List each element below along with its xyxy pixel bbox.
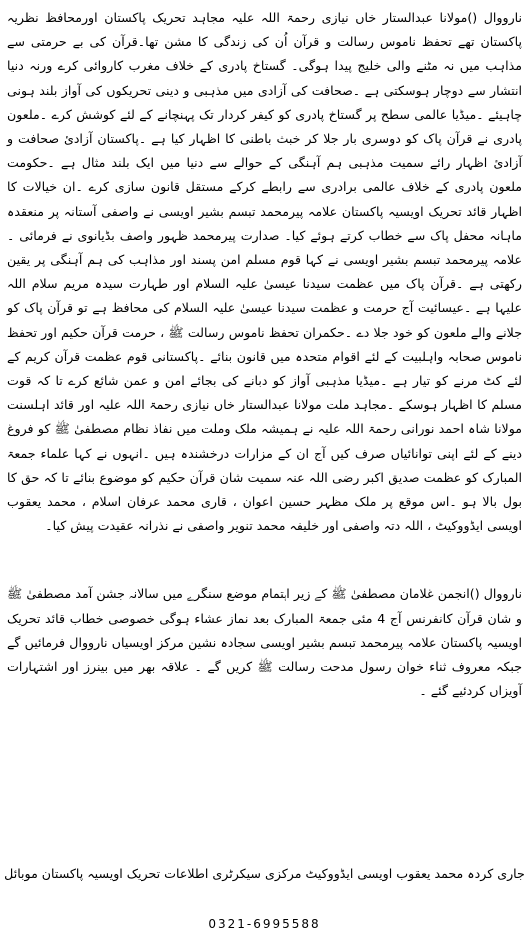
article-2 (7, 582, 522, 703)
footer-issued-by: جاری کردہ محمد یعقوب اویسی ایڈووکیٹ مرکزی سیکرٹری اطلاعات تحریک اویسیہ پاکستان موبائل (4, 866, 525, 881)
article-2-dateline: نارووال ( (474, 586, 522, 602)
paragraph-gap (7, 538, 522, 582)
article-1-dateline: نارووال ( (472, 10, 522, 25)
article-2-byline: )انجمن غلامان مصطفیٰ ﷺ کے زیر اہتمام موضع سنگرے میں سالانہ جشن (96, 586, 475, 602)
article-1-byline: )مولانا عبدالستار خاں نیازی رحمۃ اللہ علیہ مجاہد تحریک پاکستان (104, 10, 473, 25)
article-1 (7, 6, 522, 538)
footer-mobile-number: 0321-6995588 (208, 917, 321, 931)
article-1-body: اورمحافظ نظریہ پاکستان تھے تحفظ ناموس رسالت و قرآن اُن کی زندگی کا مشن تھا۔قرآن کی بے حرمتی سے مذاہب میں نہ مٹنے والی خلیج پیدا ہوگی۔ گستاخ پادری کے خلاف مغرب کاروائی کرے ورنہ دنیا انتشار سے دوچار ہوسکتی ہے ۔صحافت کی آزادی میں مذہبی و دینی تحریکوں کی آواز بلند ہونی چاہیئے ۔میڈیا عالمی سطح پر گستاخ پادری کو کیفر کردار تک پہنچانے کے لئے کوشش کرے ۔ملعون پادری نے قرآن پاک کو دوسری بار جلا کر خبث باطنی کا اظہار کیا ہے ۔پاکستان آزادئ صحافت و آزادئ اظہار رائے سمیت مذہبی ہم آہنگی کے حوالے سے دنیا میں ایک بلند مثال ہے ۔حکومت ملعون پادری کے خلاف عالمی برادری سے رابطے کرکے مستقل قانون سازی کرے ۔ان خیالات کا اظہار قائد تحریک اویسیہ پاکستان علامہ پیرمحمد تبسم بشیر اویسی نے واصفی آستانہ پر منعقدہ ماہانہ محفل پاک سے خطاب کرتے ہوئے کیا۔ صدارت پیرمحمد ظہور واصف بڈیانوی نے فرمائی ۔علامہ پیرمحمد تبسم بشیر اویسی نے کہا قوم مسلم امن پسند اور مذاہب کی ہم آہنگی پر یقین رکھتی ہے ۔قرآن پاک میں عظمت سیدنا عیسیٰ علیہ السلام اور طہارت سیدہ مریم سلام اللہ علیہا ہے ۔عیسائیت آج حرمت و عظمت سیدنا عیسیٰ علیہ السلام کی محافظ ہے تو قرآن پاک کو جلانے والے ملعون کو خود جلا دے ۔حکمران تحفظ ناموس رسالت ﷺ ، حرمت قرآن حکیم اور تحفظ ناموس صحابہ واہلبیت کے لئے اقوام متحدہ میں قانون بنائے ۔پاکستانی قوم عظمت قرآن کریم کے لئے کٹ مرنے کو تیار ہے ۔میڈیا مذہبی آواز کو دبانے کی بجائے امن و عمن شائع کرے تا کہ قوت مسلم کا اظہار ہوسکے ۔مجاہد ملت مولانا عبدالستار خاں نیازی رحمۃ اللہ علیہ اور قائد اہلسنت مولانا شاہ احمد نورانی رحمۃ اللہ علیہ نے ہمیشہ ملک وملت میں نفاذ نظام مصطفیٰ ﷺ کو فروغ دینے کے لئے اپنی توانائیاں صرف کیں آج ان کے مزارات درخشندہ ہیں ۔انہوں نے کہا علماء جمعۃ المبارک کو عظمت صدیق اکبر رضی اللہ عنہ سمیت شان قرآن حکیم کو موضوع بنائے تا کہ حق کا بول بالا ہو ۔اس موقع پر ملک مظہر حسین اعوان ، قاری محمد عرفان اسلام ، محمد یعقوب اویسی ایڈووکیٹ ، اللہ دتہ واصفی اور خلیفہ محمد تنویر واصفی نے نذرانہ عقیدت پیش کیا۔ (7, 10, 522, 534)
article-2-body: آمد مصطفیٰ ﷺ و شان قرآن کانفرنس آج 4 مئی جمعۃ المبارک بعد نماز عشاء ہوگی خصوصی خطاب قائد تحریک اویسیہ پاکستان علامہ پیرمحمد تبسم بشیر اویسی سجادہ نشین مرکز اویسیاں نارووال فرمائیں گے جبکہ معروف ثناء خوان رسول مدحت رسالت ﷺ کریں گے ۔ علاقہ بھر میں بینرز اور اشتہارات آویزاں کردئیے گئے ۔ (7, 586, 522, 699)
